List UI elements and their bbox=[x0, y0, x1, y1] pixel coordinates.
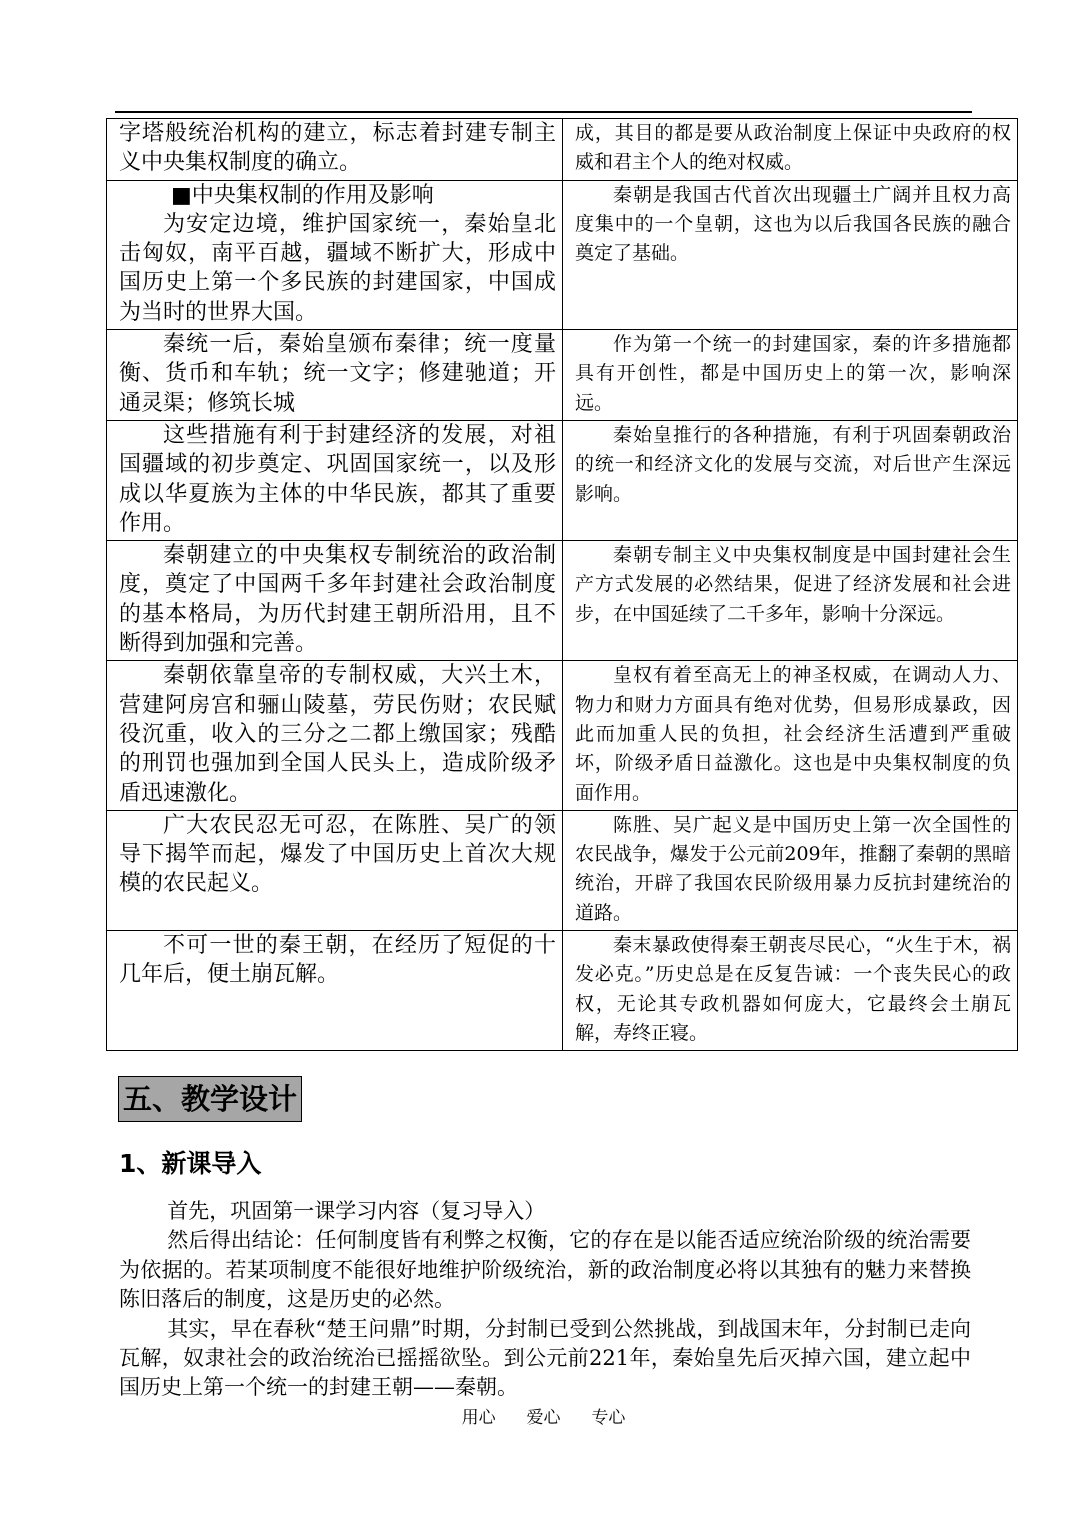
cell-text: 秦朝建立的中央集权专制统治的政治制度，奠定了中国两千多年封建社会政治制度的基本格局，为历代封建王朝所沿用，且不断得到加强和完善。 bbox=[119, 543, 556, 657]
cell-text: 字塔般统治机构的建立，标志着封建专制主义中央集权制度的确立。 bbox=[119, 121, 556, 176]
table-row bbox=[107, 330, 1018, 421]
table-cell-left bbox=[107, 810, 563, 930]
table-cell-right bbox=[563, 119, 1018, 181]
cell-text: 为安定边境，维护国家统一，秦始皇北击匈奴，南平百越，疆域不断扩大，形成中国历史上第一个多民族的封建国家，中国成为当时的世界大国。 bbox=[119, 211, 556, 325]
table-row bbox=[107, 420, 1018, 540]
table-cell-left bbox=[107, 420, 563, 540]
table-cell-left bbox=[107, 661, 563, 810]
cell-heading: ■中央集权制的作用及影响 bbox=[171, 182, 434, 208]
table-cell-left bbox=[107, 330, 563, 421]
sub-heading: 1、新课导入 bbox=[119, 1149, 262, 1178]
table-row bbox=[107, 661, 1018, 810]
table-cell-left bbox=[107, 931, 563, 1051]
cell-text: 成，其目的都是要从政治制度上保证中央政府的权威和君主个人的绝对权威。 bbox=[575, 122, 1011, 174]
cell-text: 广大农民忍无可忍，在陈胜、吴广的领导下揭竿而起，爆发了中国历史上首次大规模的农民起义。 bbox=[119, 812, 556, 897]
cell-text: 皇权有着至高无上的神圣权威，在调动人力、物力和财力方面具有绝对优势，但易形成暴政，因此而加重人民的负担，社会经济生活遭到严重破坏，阶级矛盾日益激化。这也是中央集权制度的负面作用。 bbox=[575, 664, 1011, 804]
comparison-table bbox=[106, 118, 1018, 1051]
cell-text: 不可一世的秦王朝，在经历了短促的十几年后，便土崩瓦解。 bbox=[119, 933, 556, 988]
cell-text: 秦朝是我国古代首次出现疆土广阔并且权力高度集中的一个皇朝，这也为以后我国各民族的融合奠定了基础。 bbox=[575, 183, 1011, 265]
table-row bbox=[107, 119, 1018, 181]
table-cell-left bbox=[107, 180, 563, 329]
section-heading: 五、教学设计 bbox=[118, 1076, 302, 1122]
table-row bbox=[107, 541, 1018, 661]
cell-text: 作为第一个统一的封建国家，秦的许多措施都具有开创性，都是中国历史上的第一次，影响深远。 bbox=[575, 333, 1011, 414]
body-text bbox=[119, 1197, 971, 1403]
table-cell-right bbox=[563, 661, 1018, 810]
page-footer: 用心 爱心 专心 bbox=[461, 1408, 626, 1428]
table-cell-right bbox=[563, 420, 1018, 540]
table-row bbox=[107, 180, 1018, 329]
paragraph: 其实，早在春秋“楚王问鼎”时期，分封制已受到公然挑战，到战国末年，分封制已走向瓦解，奴隶社会的政治统治已摇摇欲坠。到公元前221年，秦始皇先后灭掉六国，建立起中国历史上第一个统一的封建王朝——秦朝。 bbox=[119, 1316, 971, 1400]
table-cell-right bbox=[563, 931, 1018, 1051]
table-cell-right bbox=[563, 330, 1018, 421]
cell-text: 这些措施有利于封建经济的发展，对祖国疆域的初步奠定、巩固国家统一，以及形成以华夏族为主体的中华民族，都其了重要作用。 bbox=[119, 422, 556, 536]
cell-text: 秦末暴政使得秦王朝丧尽民心，“火生于木，祸发必克。”历史总是在反复告诫：一个丧失民心的政权，无论其专政机器如何庞大，它最终会土崩瓦解，寿终正寝。 bbox=[575, 934, 1011, 1044]
table-cell-right bbox=[563, 180, 1018, 329]
table-cell-right bbox=[563, 810, 1018, 930]
table-row bbox=[107, 931, 1018, 1051]
cell-text: 秦统一后，秦始皇颁布秦律；统一度量衡、货币和车轨；统一文字；修建驰道；开通灵渠；修筑长城 bbox=[119, 332, 556, 416]
header-rule bbox=[115, 111, 972, 113]
table-row bbox=[107, 810, 1018, 930]
cell-text: 秦始皇推行的各种措施，有利于巩固秦朝政治的统一和经济文化的发展与交流，对后世产生深远影响。 bbox=[575, 423, 1011, 505]
table-cell-right bbox=[563, 541, 1018, 661]
cell-text: 陈胜、吴广起义是中国历史上第一次全国性的农民战争，爆发于公元前209年，推翻了秦朝的黑暗统治，开辟了我国农民阶级用暴力反抗封建统治的道路。 bbox=[575, 813, 1011, 924]
table-cell-left bbox=[107, 541, 563, 661]
paragraph: 首先，巩固第一课学习内容（复习导入） bbox=[167, 1199, 546, 1223]
cell-text: 秦朝依靠皇帝的专制权威，大兴土木，营建阿房宫和骊山陵墓，劳民伤财；农民赋役沉重，收入的三分之二都上缴国家；残酷的刑罚也强加到全国人民头上，造成阶级矛盾迅速激化。 bbox=[119, 663, 556, 806]
paragraph: 然后得出结论：任何制度皆有利弊之权衡，它的存在是以能否适应统治阶级的统治需要为依据的。若某项制度不能很好地维护阶级统治，新的政治制度必将以其独有的魅力来替换陈旧落后的制度，这是历史的必然。 bbox=[119, 1228, 971, 1312]
cell-text: 秦朝专制主义中央集权制度是中国封建社会生产方式发展的必然结果，促进了经济发展和社会进步，在中国延续了二千多年，影响十分深远。 bbox=[575, 544, 1011, 625]
table-cell-left bbox=[107, 119, 563, 181]
